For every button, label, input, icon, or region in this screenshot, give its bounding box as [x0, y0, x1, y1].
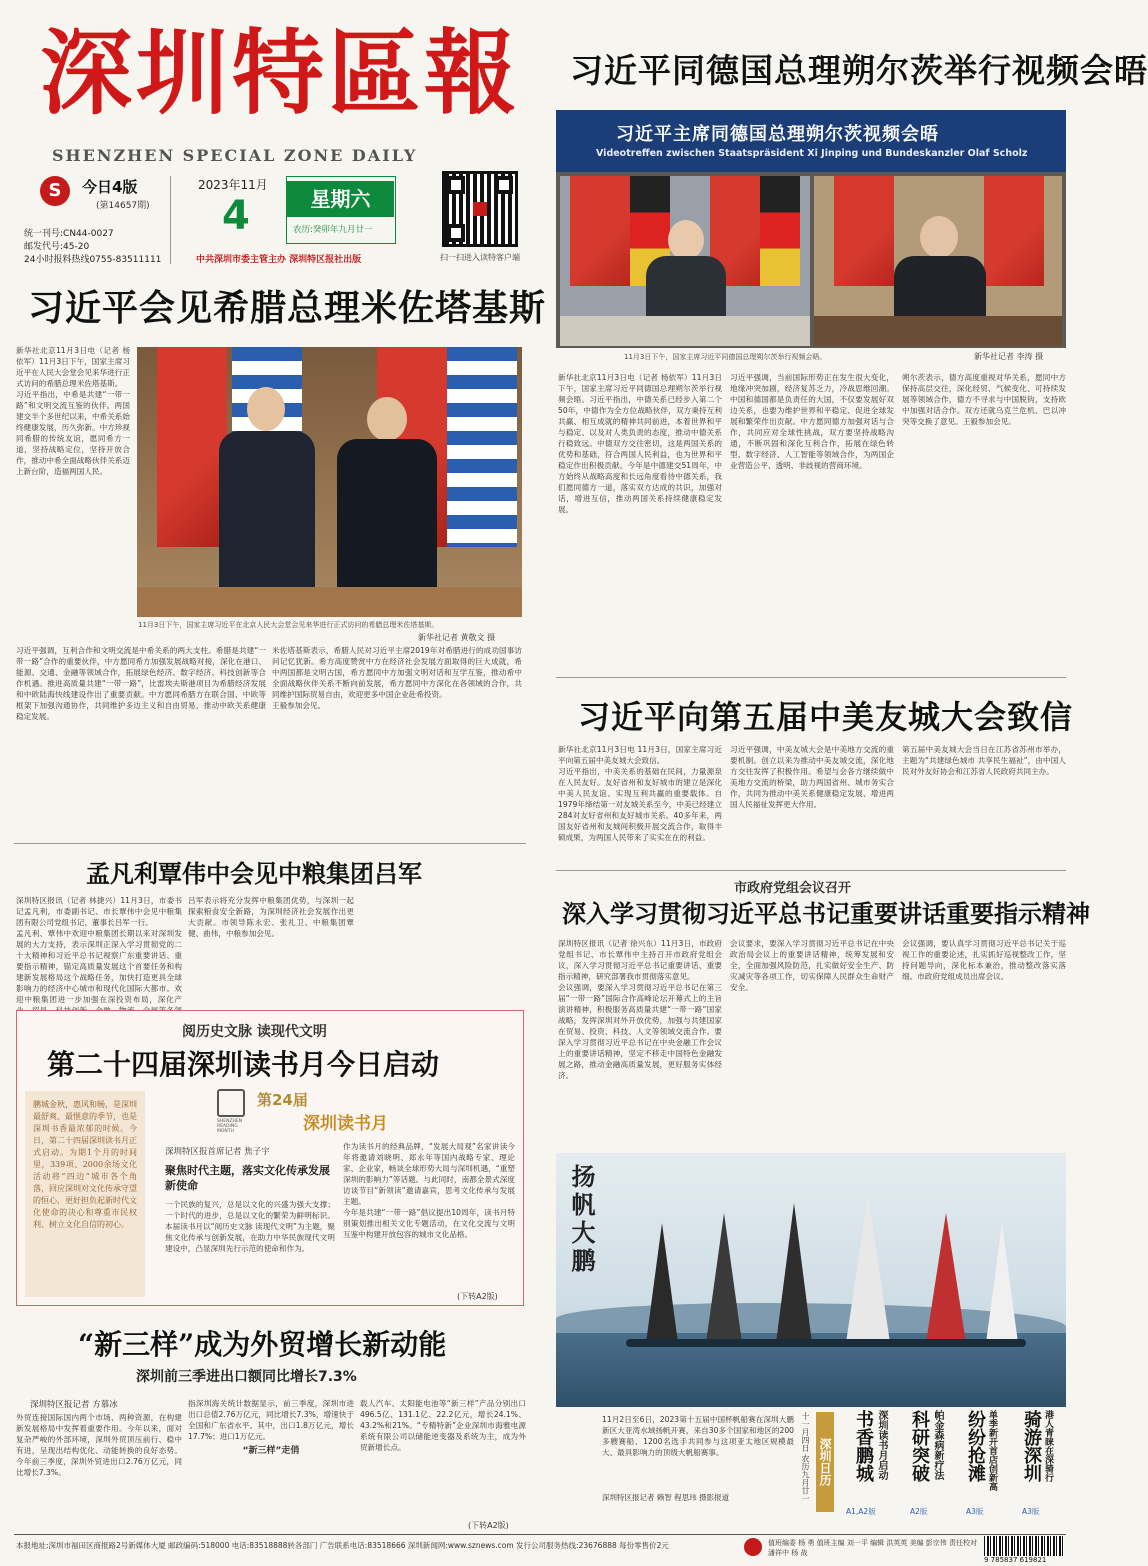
sister-cities-paragraph: 习近平强调，中美友城大会是中美地方交流的重要机制。创立以来为推动中美友城交流，深化地方交往发挥了积极作用。希望与会各方继续做中美地方交流的桥梁，助力两国省州、城市务实合作，共同为推动中美关系健康稳定发展、增进两国人民福祉发挥更大作用。 — [730, 745, 894, 809]
greece-paragraph: 新华社北京11月3日电（记者 杨依军）11月3日下午，国家主席习近平在人民大会堂会见来华进行正式访问的希腊总理米佐塔基斯。 — [16, 346, 130, 388]
meng-paragraph: 孟凡利、覃伟中欢迎中粮集团长期以来对深圳发展的大力支持，表示深圳正深入学习贯彻党的二十大精神和习近平总书记视察广东重要讲话、重要指示精神，锚定高质量发展这个首要任务和构建新发展格局这个战略任务，加快打造更具全球影响力的经济中心城市和现代化国际大都市。欢迎中粮集团进一步加强在深投资布局，深化产 — [16, 929, 182, 1004]
weekday-box — [286, 176, 396, 244]
calendar-item-page: A3版 — [966, 1507, 984, 1516]
calendar-item-page: A3版 — [1022, 1507, 1040, 1516]
masthead — [10, 8, 550, 268]
calendar-date-label: 十一月四日 农历九月廿一 — [801, 1412, 810, 1503]
weekday-label: 星期六 — [287, 181, 394, 217]
calendar-item-sub: 港人青睐在深骑行 — [1043, 1410, 1053, 1482]
greece-caption: 11月3日下午，国家主席习近平在北京人民大会堂会见来华进行正式访问的希腊总理米佐塔基斯。 — [138, 621, 439, 629]
trade-body-col-3 — [360, 1398, 526, 1520]
lunar-date: 农历:癸卯年九月廿一 — [293, 225, 373, 235]
trade-byline: 深圳特区报记者 方慕冰 — [30, 1400, 118, 1410]
scholz-photo — [556, 110, 1066, 348]
video-screen-left — [560, 176, 810, 346]
barcode-number: 9 785837 619821 — [984, 1556, 1047, 1564]
scholz-caption: 11月3日下午，国家主席习近平同德国总理朔尔茨举行视频会晤。 — [624, 353, 827, 361]
sailing-title[interactable]: 扬帆大鹏 — [567, 1164, 596, 1276]
calendar-item-page: A1,A2版 — [846, 1507, 876, 1516]
reading-sidebar-note-box — [25, 1091, 145, 1297]
masthead-title: 深圳特區報 — [40, 19, 521, 127]
issue-number: (第14657期) — [96, 201, 150, 211]
cpc-body-col-2 — [730, 938, 894, 1143]
edition-label: 今日4版 — [82, 178, 138, 196]
reading-month-box — [16, 1010, 524, 1306]
scholz-photo-banner: 习近平主席同德国总理朔尔茨视频会晤 — [616, 124, 939, 145]
reading-headline[interactable]: 第二十四届深圳读书月今日启动 — [47, 1048, 440, 1081]
qr-code[interactable] — [442, 171, 518, 247]
reading-continued[interactable]: (下转A2版) — [457, 1292, 498, 1301]
sister-cities-paragraph: 第五届中美友城大会当日在江苏省苏州市举办，主题为“共建绿色城市 共享民生福祉”，由中国人民对外友好协会和江苏省人民政府共同主办。 — [902, 745, 1066, 776]
calendar-item[interactable] — [1008, 1410, 1064, 1518]
calendar-item-sub: 帕金森病新疗法 — [932, 1410, 943, 1480]
calendar-item-title: 骑游深圳 — [1021, 1410, 1042, 1482]
greece-paragraph: 习近平强调，互利合作和文明交流是中希关系的两大支柱。希腊是共建“一带一路”合作的重要伙伴，中方愿同希方加强发展战略对接，深化在港口、能源、交通、金融等领域合作，拓展绿色经济、数字经济、科技创新等合作机遇。推进高质量共建“一带一路”，比雷埃夫斯港项目为希腊经济发展和中欧陆海快线建设作出了重要贡献。中方愿同希腊方在联合国、中欧等框架下加强沟通协作，共同维护多边主义和自由贸易，推动中欧关系健康稳定发展。 — [16, 646, 266, 721]
greece-photo — [137, 347, 522, 617]
code-line-1: 统一刊号:CN44-0027 — [24, 229, 114, 239]
meng-paragraph: 深圳特区报讯（记者 林捷兴）11月3日，市委书记孟凡利，市委副书记、市长覃伟中会见中粮集团有限公司党组书记、董事长吕军一行。 — [16, 896, 182, 927]
scholz-credit: 新华社记者 李涛 摄 — [974, 352, 1044, 361]
greece-paragraph: 米佐塔基斯表示，希腊人民对习近平主席2019年对希腊进行的成功国事访问记忆犹新。希方高度赞赏中方在经济社会发展方面取得的巨大成就，希中两国都是文明古国，希方愿同中方加强文明对话和互学互鉴，推动希中全面战略伙伴关系不断向前发展，希方愿同中方深化在各领域的合作，共同维护国际贸易自由，欢迎更多中国企业赴希投资。 — [272, 646, 522, 699]
sister-cities-col-2 — [730, 744, 894, 864]
barcode — [984, 1536, 1064, 1556]
trade-paragraph: 外贸连接国际国内两个市场、两种资源，在构建新发展格局中发挥着重要作用。今年以来，面对复杂严峻的外部环境，深圳外贸顶压前行、稳中有进，呈现出结构优化、动能转换的良好态势。今年前三季度，深圳外贸进出口2.76万亿元，同比增长7.3%。 — [16, 1413, 182, 1477]
reading-body-col-1 — [165, 1199, 335, 1299]
calendar-item-sub: 单季新开首店创新高 — [987, 1410, 997, 1491]
cpc-headline[interactable]: 深入学习贯彻习近平总书记重要讲话重要指示精神 — [562, 899, 1090, 928]
calendar-item-page: A2版 — [910, 1507, 928, 1516]
qr-caption: 扫一扫进入读特客户端 — [440, 253, 520, 262]
calendar-item-title: 纷纷抢滩 — [965, 1410, 986, 1482]
reading-sidebar-note: 鹏城金秋，惠风和畅，是深圳最舒爽、最惬意的季节，也是深圳书香最浓郁的时候。今日，第二十四届深圳读书月正式启动。为期1个月的时间里，339项、2000余场文化活动将“四边”城市各个角落，回应深圳对文化传承守望的恒心，更好担负起新时代文化使命的决心和尊重市民权利、树立文化自信的初心。 — [33, 1100, 137, 1229]
trade-subhead: 深圳前三季进出口额同比增长7.3% — [136, 1369, 357, 1385]
scholz-body-col-1 — [558, 372, 722, 664]
reading-paragraph: 作为读书月的经典品牌，“发展大局观”名家讲读今年将邀请刘晓明、郑永年等国内战略专家、理论家、企业家，畅谈全球形势大局与深圳机遇，“重塑深圳的影响力”等话题。与此同时，南都全景式深度访谈节目“新领读”邀请嘉宾，思考文化传承与发展主题。 — [343, 1142, 515, 1206]
calendar-item[interactable] — [840, 1410, 896, 1518]
cpc-paragraph: 深圳特区报讯（记者 徐兴东）11月3日，市政府党组书记、市长覃伟中主持召开市政府党组会议，深入学习贯彻习近平总书记重要讲话、重要指示精神，研究部署我市贯彻落实意见。 — [558, 939, 722, 981]
sister-cities-col-1 — [558, 744, 722, 864]
footer-staff: 值班编委 杨 勇 值班主编 刘一平 编辑 洪英英 美编 彭宗伟 责任校对 潘祥中 杨 战 — [768, 1539, 978, 1557]
reading-logo-text: 深圳读书月 — [303, 1114, 388, 1134]
trade-continued[interactable]: (下转A2版) — [468, 1521, 509, 1530]
trade-paragraph: 载人汽车、太阳能电池等“新三样”产品分别出口496.5亿、131.1亿、22.2亿元，增长24.1%、43.2%和21%。“专精特新”企业深圳市海雅电源系统有限公司以储能逆变器及系统为主，成为外贸新增长点。 — [360, 1399, 526, 1452]
calendar-brand: 深圳日历 — [816, 1412, 834, 1512]
cpc-kicker: 市政府党组会议召开 — [734, 881, 852, 896]
greece-paragraph: 习近平指出，中希是共建“一带一路”和文明交流互鉴的伙伴。两国建交半个多世纪以来，中希关系始终健康发展，历久弥新。中方珍视同希腊的传统友谊，愿同希方一道，坚持战略定位，坚持开放合作，推动中希全面战略伙伴关系迈上新台阶，造福两国人民。 — [16, 390, 130, 476]
greece-body-col-2 — [272, 645, 522, 815]
reading-month-logo — [217, 1089, 437, 1135]
meng-headline[interactable]: 孟凡利覃伟中会见中粮集团吕军 — [86, 859, 422, 888]
sister-cities-col-3 — [902, 744, 1066, 864]
book-icon — [217, 1089, 245, 1117]
meng-body-col-1 — [16, 895, 182, 1005]
footer-info: 本报地址:深圳市福田区商报路2号新媒体大厦 邮政编码:518000 电话:83518888转各部门 广告联系电话:83518666 深圳新闻网:www.sznews.com 发行公司服务热线:23676888 每份零售价2元 — [16, 1541, 669, 1550]
trade-body-col-2 — [188, 1398, 354, 1530]
sailing-credit: 深圳特区报记者 赖智 程思玮 摄影报道 — [602, 1493, 730, 1502]
calendar-item-title: 科研突破 — [909, 1410, 930, 1482]
meng-paragraph: 吕军表示将充分发挥中粮集团优势，与深圳一起探索粮食安全新路，为深圳经济社会发展作出更大贡献。市领导陈永宏、张礼卫、中粮集团覃健、曲伟，中粮参加会见。 — [188, 896, 354, 938]
scholz-paragraph: 新华社北京11月3日电（记者 杨依军）11月3日下午，国家主席习近平同德国总理朔尔茨举行视频会晤。习近平指出，中德关系已经步入第二个50年，中德作为全方位战略伙伴，双方秉持互利共赢、相互成就的精神共同前进，本着世界和平与稳定、以及对人类负责的态度，推动中德关系行稳致远。中德双方交往密切，这是两国关系的优势和基础，符合两国人民利益，也为世界和平稳定作出积极贡献。今年是中德建交51周年，中方始终从战略高度和长远角度看待中德关系，我们愿同德方一道，落实双方达成的共识，加强对话，增进互信，推动两国关系持续健康稳定发展。 — [558, 373, 722, 514]
trade-paragraph: 指深圳海关统计数据显示，前三季度，深圳市进出口总值2.76万亿元，同比增长7.3%，增速快于全国和广东省水平。其中，出口1.8万亿元，增长17.7%；进口1万亿元。 — [188, 1399, 354, 1441]
cpc-paragraph: 会议强调，要深入学习贯彻习近平总书记在第三届“一带一路”国际合作高峰论坛开幕式上的主旨演讲精神，积极服务高质量共建“一带一路”国家战略，发挥深圳对外开放优势，加强与共建国家在贸易、投资、科技、人文等领域交流合作。要深入学习贯彻习近平总书记在中央金融工作会议上的重要讲话精神，坚定不移走中国特色金融发展之路，推动金融高质量发展，更好服务实体经济。 — [558, 983, 722, 1080]
masthead-title-en: SHENZHEN SPECIAL ZONE DAILY — [52, 146, 418, 165]
sister-cities-paragraph: 习近平指出，中美关系的基础在民间，力量源泉在人民友好。友好省州和友好城市的建立是深化中美人民友谊、实现互利共赢的重要载体。自1979年缔结第一对友城关系至今，中美已经建立284对友好省州和友好城市关系。40多年来，两国友好省州和友城间积极开展交流合作，取得丰硕成果，为两国人民带来了实实在在的利益。 — [558, 767, 722, 842]
reading-kicker: 阅历史文脉 读现代文明 — [182, 1024, 327, 1040]
code-line-3: 24小时报料热线0755-83511111 — [24, 255, 162, 265]
code-line-2: 邮发代号:45-20 — [24, 242, 90, 252]
sailing-photo — [556, 1153, 1066, 1407]
video-screen-right — [814, 176, 1062, 346]
scholz-paragraph: 习近平强调，当前国际形势正在发生很大变化，地缘冲突加剧，经济复苏乏力，冷战思维回潮。中国和德国都是负责任的大国，不仅要发展好双边关系，也要为维护世界和平稳定、促进全球发展和繁荣作出贡献。中方愿同德方加强对话与合作，共同应对全球性挑战，双方要坚持战略沟通，不断巩固和深化互利合作，拓展在绿色转型、数字经济、人工智能等领域合作，为两国企业营造公平、透明、非歧视的营商环境。 — [730, 373, 894, 470]
cpc-body-col-3 — [902, 938, 1066, 1143]
greece-paragraph: 王毅参加会见。 — [272, 701, 326, 710]
sister-cities-headline[interactable]: 习近平向第五届中美友城大会致信 — [578, 698, 1074, 736]
trade-subsection-heading: “新三样”走俏 — [242, 1446, 300, 1456]
scholz-headline[interactable]: 习近平同德国总理朔尔茨举行视频会晤 — [570, 51, 1148, 90]
calendar-item[interactable] — [952, 1410, 1008, 1518]
calendar-sidebar — [798, 1410, 1066, 1518]
date-day: 4 — [222, 193, 250, 239]
reading-byline: 深圳特区报首席记者 焦子宇 — [165, 1147, 270, 1157]
reading-logo-en: SHENZHEN READING MONTH — [217, 1119, 243, 1134]
sailing-caption: 11月2日至6日，2023第十五届中国杯帆船赛在深圳大鹏新区大亚湾水域扬帆开赛，来自30多个国家和地区的200多艘赛船、1200名选手共同参与这项亚太地区规模最大、最具影响力的顶级大帆船赛事。 — [602, 1415, 794, 1457]
footer-logo-icon — [744, 1538, 762, 1556]
calendar-item[interactable] — [896, 1410, 952, 1518]
sister-cities-paragraph: 新华社北京11月3日电 11月3日，国家主席习近平向第五届中美友城大会致信。 — [558, 745, 722, 765]
greece-body-lead — [16, 345, 130, 635]
date-year-month: 2023年11月 — [198, 178, 268, 192]
newspaper-logo-icon: S — [40, 176, 70, 206]
cpc-paragraph: 会议要求，要深入学习贯彻习近平总书记在中央政治局会议上的重要讲话精神，统筹发展和安全，全面加强风险防范，扎实做好安全生产、防灾减灾等各项工作，切实保障人民群众生命财产安全。 — [730, 939, 894, 992]
cpc-paragraph: 会议强调，要认真学习贯彻习近平总书记关于巡视工作的重要论述，扎实抓好巡视整改工作，坚持问题导向，深化标本兼治，推动整改落实落细。市政府党组成员出席会议。 — [902, 939, 1066, 981]
greece-credit: 新华社记者 黄敬文 摄 — [418, 633, 496, 642]
calendar-item-title: 书香鹏城 — [853, 1410, 874, 1482]
trade-body-col-1 — [16, 1412, 182, 1530]
meng-body-col-2 — [188, 895, 354, 1005]
trade-headline[interactable]: “新三样”成为外贸增长新动能 — [78, 1328, 447, 1361]
reading-paragraph: 一个民族的复兴，总是以文化的兴盛为强大支撑；一个时代的进步，总是以文化的繁荣为鲜明标识。本届读书月以“阅历史文脉 读现代文明”为主题，聚焦文化传承与创新发展，在助力中华民族现代文明建设中，凸显深圳先行示范的使命和作为。 — [165, 1200, 335, 1253]
calendar-item-sub: 深圳读书月启动 — [876, 1410, 887, 1480]
reading-paragraph: 今年是共建“一带一路”倡议提出10周年，读书月特别策划推出相关文化专题活动，在文化交流与文明互鉴中构建开放包容的城市文化品格。 — [343, 1208, 515, 1239]
scholz-paragraph: 朔尔茨表示，德方高度重视对华关系，愿同中方保持高层交往，深化经贸、气候变化、可持续发展等领域合作，德方不寻求与中国脱钩，支持欧中加强对话合作。双方还就乌克兰危机、巴以冲突等交换了意见。王毅参加会见。 — [902, 373, 1066, 426]
reading-logo-number: 第24届 — [257, 1091, 308, 1109]
greece-headline[interactable]: 习近平会见希腊总理米佐塔基斯 — [28, 287, 547, 329]
sponsors-line: 中共深圳市委主管主办 深圳特区报社出版 — [196, 255, 362, 265]
scholz-body-col-2 — [730, 372, 894, 664]
greece-body-col-1 — [16, 645, 266, 815]
scholz-photo-banner-de: Videotreffen zwischen Staatspräsident Xi Jinping und Bundeskanzler Olaf Scholz — [596, 148, 1028, 159]
reading-body-col-2 — [343, 1141, 515, 1289]
scholz-body-col-3 — [902, 372, 1066, 664]
reading-subhead: 聚焦时代主题，落实文化传承发展新使命 — [165, 1164, 330, 1192]
cpc-body-col-1 — [558, 938, 722, 1143]
